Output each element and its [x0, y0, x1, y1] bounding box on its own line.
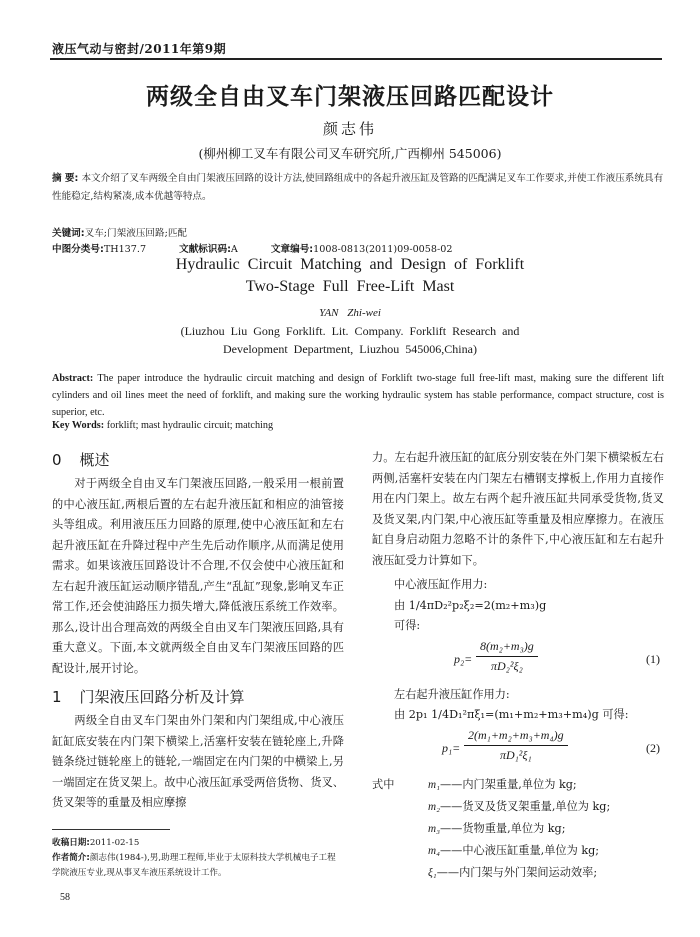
equation-1-number: (1)	[646, 651, 660, 666]
abstract-en	[52, 370, 664, 421]
footnote-rule	[52, 829, 170, 830]
doc-code-label: 文献标识码:	[179, 244, 231, 255]
where-symbol: m₄	[428, 844, 440, 857]
lift-cylinder-label: 左右起升液压缸作用力:	[394, 687, 510, 701]
keywords-cn-text: 叉车;门架液压回路;匹配	[84, 228, 188, 239]
header-rule	[50, 58, 662, 60]
equation-1	[372, 637, 664, 685]
center-cylinder-label: 中心液压缸作用力:	[394, 578, 488, 591]
center-cylinder-equation: 由 1/4πD₂²p₂ξ₂=2(m₂+m₃)g	[394, 598, 547, 612]
author-cn: 颜志伟	[322, 120, 377, 138]
where-description: ——内门架与外门架间运动效率;	[436, 865, 598, 879]
bio-text: 颜志伟(1984-),男,助理工程师,毕业于太原科技大学机械电子工程学院液压专业,现从事叉车液压系统设计工作。	[52, 853, 336, 878]
affiliation-cn: (柳州柳工叉车有限公司叉车研究所,广西柳州 545006)	[198, 146, 502, 161]
equation-2-fraction	[464, 728, 568, 763]
where-item	[372, 796, 664, 818]
section-1-title: 门架液压回路分析及计算	[79, 688, 245, 706]
section-0-title: 概述	[79, 451, 110, 469]
where-list	[372, 774, 664, 884]
abstract-cn	[52, 170, 664, 206]
paper-title-en	[0, 254, 700, 298]
equation-2	[372, 726, 664, 774]
where-item	[372, 840, 664, 862]
where-symbol: m₁	[428, 778, 440, 791]
affiliation-en-line1: (Liuzhou Liu Gong Forklift. Lit. Company. Forklift Research and	[180, 324, 520, 338]
equation-2-number: (2)	[646, 740, 660, 755]
abstract-cn-label: 摘 要:	[52, 173, 79, 184]
received-value: 2011-02-15	[89, 838, 140, 848]
article-no-value: 1008-0813(2011)09-0058-02	[313, 244, 453, 255]
equation-2-numerator: 2(m₁+m₂+m₃+m₄)g	[464, 728, 568, 746]
obtain-text: 可得:	[394, 619, 421, 632]
where-description: ——货物重量,单位为 kg;	[439, 821, 566, 835]
author-en: YAN Zhi-wei	[319, 307, 381, 319]
page-number: 58	[60, 892, 70, 903]
keywords-cn-label: 关键词:	[52, 228, 85, 239]
section-1-paragraph-left: 两级全自由叉车门架由外门架和内门架组成,中心液压缸缸底安装在内门架下横梁上,活塞杆安装在链轮座上,升降链条绕过链轮座上的链轮,一端固定在内门架的中横梁上,另一端固定在货叉架上。故中心液压缸承受两倍货物、货叉、货叉架等的重量及相应摩擦	[52, 714, 344, 809]
article-no-label: 文章编号:	[270, 244, 314, 255]
affiliation-en	[0, 322, 700, 358]
where-symbol: ξ₁	[428, 866, 437, 879]
section-1-heading	[52, 685, 344, 709]
where-description: ——中心液压缸重量,单位为 kg;	[439, 843, 600, 857]
doc-code-value: A	[230, 244, 238, 255]
body-column-left	[52, 448, 344, 814]
title-en-line1: Hydraulic Circuit Matching and Design of Forklift	[175, 256, 525, 273]
lift-cylinder-equation: 由 2p₁ 1/4D₁²πξ₁=(m₁+m₂+m₃+m₄)g 可得:	[394, 708, 629, 721]
where-symbol: m₃	[428, 822, 440, 835]
clc-value: TH137.7	[103, 244, 147, 255]
where-description: ——内门架重量,单位为 kg;	[439, 777, 577, 791]
bio-label: 作者简介:	[52, 853, 90, 863]
where-symbol: m₂	[428, 800, 440, 813]
keywords-en-text: forklift; mast hydraulic circuit; matching	[106, 420, 274, 431]
where-item	[372, 818, 664, 840]
abstract-cn-text: 本文介绍了叉车两级全自由门架液压回路的设计方法,使回路组成中的各起升液压缸及管路的匹配满足叉车工作要求,并使工作液压系统具有性能稳定,结构紧凑,成本优越等特点。	[52, 173, 664, 202]
where-label: 式中	[372, 777, 395, 791]
paper-title-cn: 两级全自由叉车门架液压回路匹配设计	[146, 84, 554, 110]
author-bio	[52, 851, 344, 881]
where-item	[372, 862, 664, 884]
equation-1-denominator: πD₂²ξ₂	[491, 658, 523, 673]
abstract-en-label: Abstract:	[52, 373, 94, 384]
title-en-line2: Two-Stage Full Free-Lift Mast	[245, 278, 455, 295]
section-1-paragraph-right: 力。左右起升液压缸的缸底分别安装在外门架下横梁板左右两侧,活塞杆安装在内门架左右槽钢支撑板上,作用力直接作用在内门架上。故左右两个起升液压缸共同承受货物,货叉及货叉架,内门架,中心液压缸等重量及相应摩擦力。在液压缸自身启动阻力忽略不计的条件下,中心液压缸和左右起升液压缸受力计算如下。	[372, 451, 664, 567]
equation-2-lhs: p₁=	[442, 740, 461, 755]
section-0-heading	[52, 448, 344, 472]
section-0-number: 0	[52, 451, 62, 469]
keywords-en	[52, 420, 664, 431]
affiliation-en-line2: Development Department, Liuzhou 545006,China)	[223, 342, 477, 356]
where-description: ——货叉及货叉架重量,单位为 kg;	[439, 799, 611, 813]
equation-1-fraction	[476, 639, 538, 674]
section-0-paragraph: 对于两级全自由叉车门架液压回路,一般采用一根前置的中心液压缸,两根后置的左右起升液压缸和相应的油管接头等组成。利用液压压力回路的原理,使中心液压缸和左右起升液压缸在升降过程中产生先后动作顺序,从而满足使用需求。如果该液压回路设计不合理,不仅会使中心液压缸和左右起升液压缸运动顺序错乱,产生“乱缸”现象,影响叉车正常工作,还会使油路压力损失增大,降低液压系统工作效率。那么,设计出合理高效的两级全自由叉车门架液压回路,具有重大意义。下面,本文就两级全自由叉车门架液压回路的匹配设计,展开讨论。	[52, 477, 344, 675]
keywords-en-label: Key Words:	[52, 420, 105, 431]
keywords-cn	[52, 226, 664, 242]
received-date	[52, 836, 344, 851]
clc-label: 中图分类号:	[52, 244, 104, 255]
where-item	[372, 774, 664, 796]
body-column-right	[372, 448, 664, 884]
equation-1-numerator: 8(m₂+m₃)g	[476, 639, 538, 657]
equation-1-lhs: p₂=	[454, 651, 473, 666]
section-1-number: 1	[52, 688, 62, 706]
footnote	[52, 836, 344, 881]
journal-header: 液压气动与密封/2011年第9期	[52, 42, 227, 56]
received-label: 收稿日期:	[52, 838, 90, 848]
equation-2-denominator: πD₁²ξ₁	[499, 747, 532, 762]
abstract-en-text: The paper introduce the hydraulic circuit matching and design of Forklift two-stage full free-lift mast, making sure the different lift cylinders and oil lines meet the need of forklift, and making sure the working hydraulic system has stable performance, compact structure, cost is superior, etc.	[52, 373, 664, 418]
abstract-cn-body	[52, 170, 664, 206]
